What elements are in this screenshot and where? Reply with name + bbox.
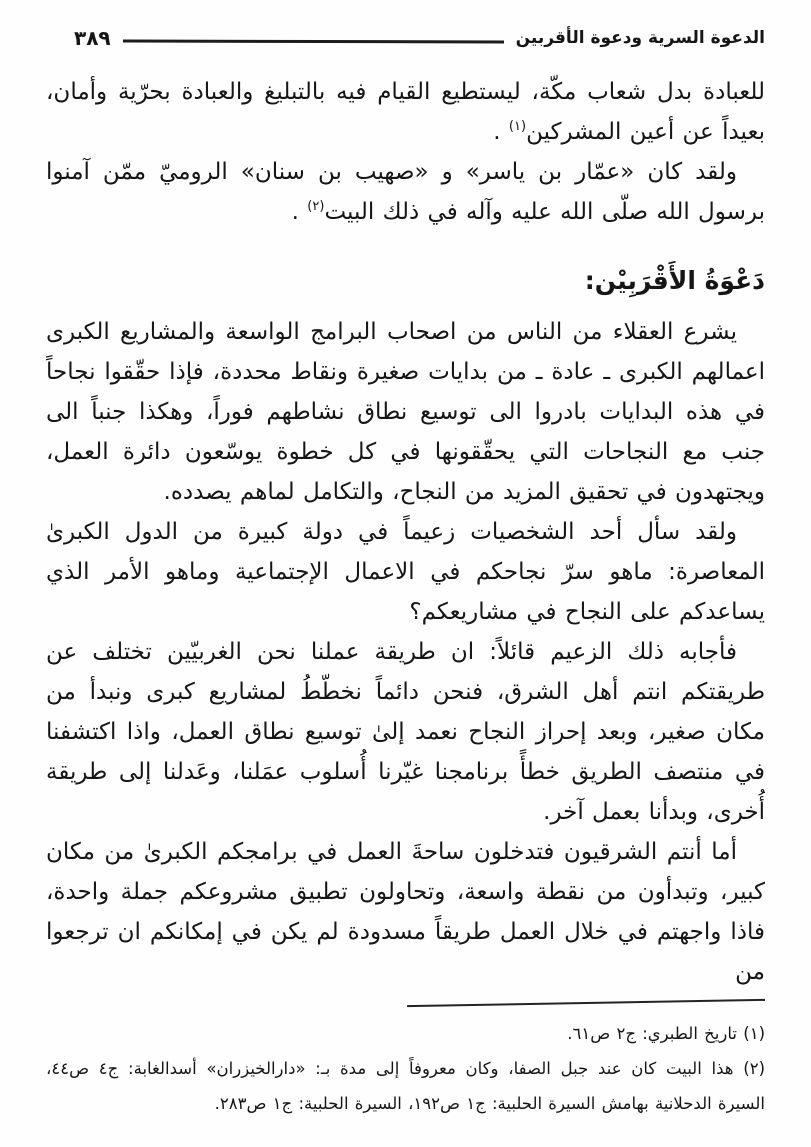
paragraph <box>46 832 765 992</box>
page-number: ٣٨٩ <box>74 26 111 50</box>
paragraph <box>46 312 765 512</box>
paragraph-text: أما أنتم الشرقيون فتدخلون ساحةَ العمل في برامجكم الكبرىٰ من مكان كبير، وتبدأون من نقطة واسعة، وتحاولون تطبيق مشروعكم جملة واحدة، فاذا واجهتم في خلال العمل طريقاً مسدودة لم يكن في إمكانكم ان ترجعوا من <box>46 839 765 985</box>
paragraph <box>46 512 765 632</box>
footnotes-section <box>46 1002 765 1121</box>
paragraph-text: ولقد كان «عمّار بن ياسر» و «صهيب بن سنان» الروميّ ممّن آمنوا برسول الله صلّى الله عليه وآله في ذلك البيت <box>46 159 765 225</box>
footnote <box>46 1051 765 1121</box>
paragraph-text: يشرع العقلاء من الناس من اصحاب البرامج الواسعة والمشاريع الكبرى اعمالهم الكبرى ـ عادة ـ من بدايات صغيرة ونقاط محددة، فإذا حقّقوا نجاحاً في هذه البدايات بادروا الى توسيع نطاق نشاطهم فوراً، وهكذا جنباً الى جنب مع النجاحات التي يحقّقونها في كل خطوة يوسّعون دائرة العمل، ويجتهدون في تحقيق المزيد من النجاح، والتكامل لماهم يصدده. <box>46 319 765 505</box>
footnote <box>46 1016 765 1051</box>
running-head-title: الدعوة السرية ودعوة الأقربين <box>515 28 765 48</box>
paragraph <box>46 632 765 832</box>
paragraph <box>46 152 765 232</box>
footnote-text: هذا البيت كان عند جبل الصفا، وكان معروفاً إلى مدة بـ: «دارالخيزران» أسدالغابة: ج٤ ص٤٤، السيرة الدحلانية بهامش السيرة الحلبية: ج١ ص١٩٢، السيرة الحلبية: ج١ ص٢٨٣. <box>46 1059 765 1113</box>
header-rule <box>123 40 504 44</box>
footnote-separator <box>407 999 765 1007</box>
paragraph-text: ولقد سأل أحد الشخصيات زعيماً في دولة كبيرة من الدول الكبرىٰ المعاصرة: ماهو سرّ نجاحكم في الاعمال الإجتماعية وماهو الأمر الذي يساعدكم على النجاح في مشاريعكم؟ <box>46 519 765 625</box>
paragraph-tail: . <box>493 119 509 145</box>
paragraph-text: فأجابه ذلك الزعيم قائلاً: ان طريقة عملنا نحن الغربيّين تختلف عن طريقتكم انتم أهل الشرق، فنحن دائماً نخطّطُ لمشاريع كبرى ونبدأ من مكان صغير، وبعد إحراز النجاح نعمد إلىٰ توسيع نطاق العمل، واذا اكتشفنا في منتصف الطريق خطأً برنامجنا غيّرنا أُسلوب عمَلنا، وعَدلنا إلى طريقة أُخرى، وبدأنا بعمل آخر. <box>46 639 765 825</box>
footnote-text: تاريخ الطبري: ج٢ ص٦١. <box>567 1024 737 1043</box>
paragraph-text: للعبادة بدل شعاب مكّة، ليستطيع القيام فيه بالتبليغ والعبادة بحرّية وأمان، بعيداً عن أعين المشركين <box>46 79 765 145</box>
footnote-marker: (١) <box>743 1024 765 1043</box>
paragraph <box>46 72 765 152</box>
footnote-marker: (٢) <box>743 1059 765 1078</box>
section-heading: دَعْوَةُ الأَقْرَبِيْن: <box>584 266 765 295</box>
running-header <box>46 26 765 50</box>
body-text <box>46 72 765 992</box>
footnote-ref-1: (١) <box>508 119 527 134</box>
paragraph-tail: . <box>291 199 308 225</box>
footnote-ref-2: (٢) <box>307 199 325 214</box>
